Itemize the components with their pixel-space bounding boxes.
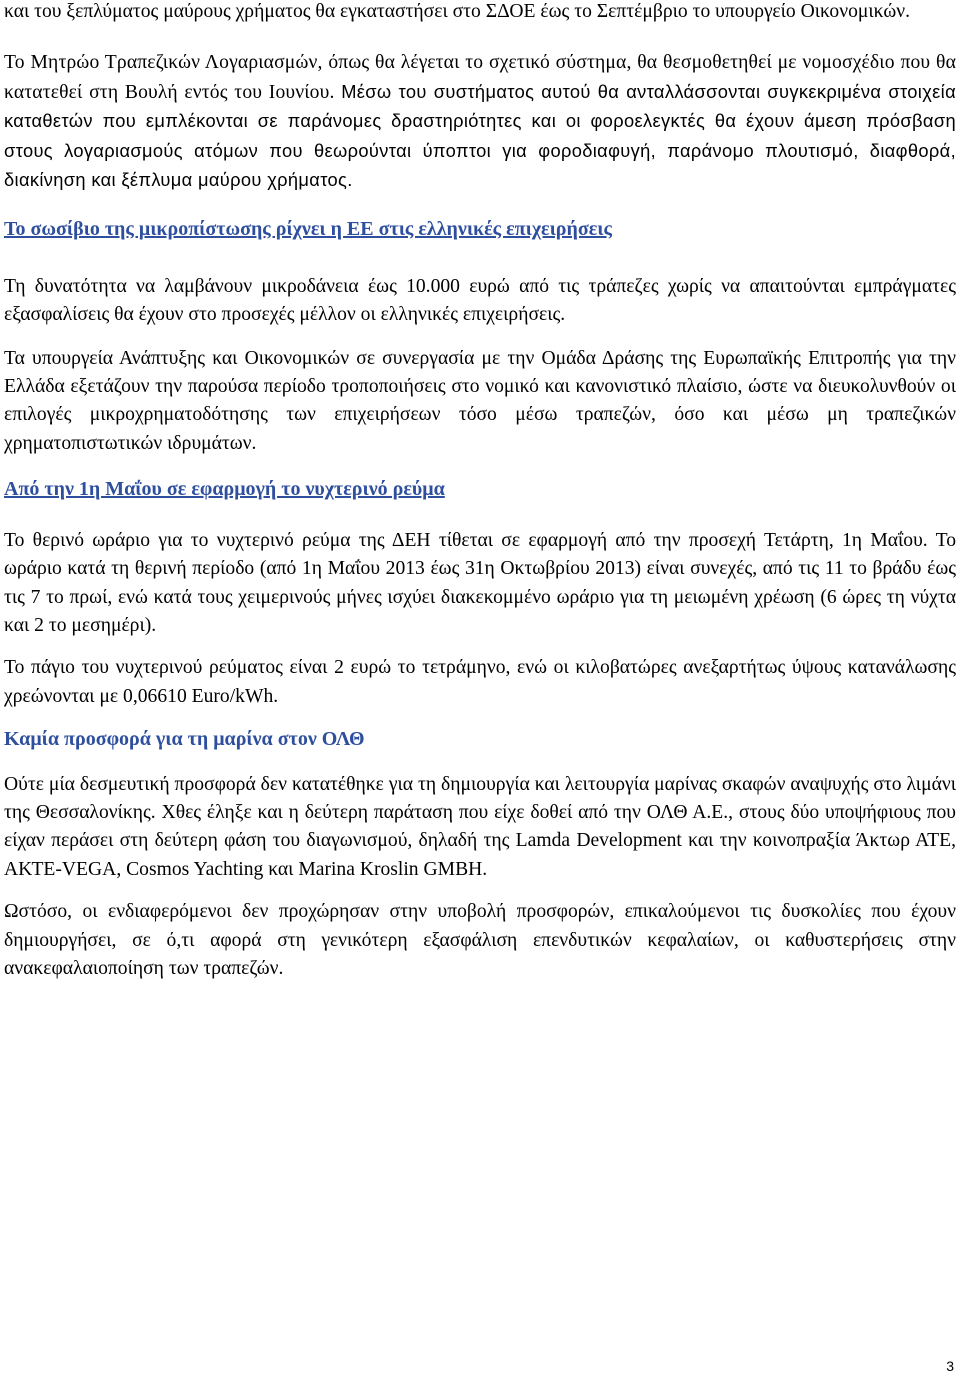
- paragraph-marina-difficulties: [4, 898, 956, 983]
- paragraph-registry-sans-text: Μέσω του συστήματος αυτού θα ανταλλάσσονται συγκεκριμένα στοιχεία καταθετών που εμπλέκονται σε παράνομες δραστηριότητες και οι φοροελεγκτές θα έχουν άμεση πρόσβαση στους λογαριασμούς ατόμων που θεωρούνται ύποπτοι για φοροδιαφυγή, παράνομο πλουτισμό, διαφθορά, διακίνηση και ξέπλυμα μαύρου χρήματος.: [4, 80, 956, 191]
- paragraph-ministries-text: Τα υπουργεία Ανάπτυξης και Οικονομικών σε συνεργασία με την Ομάδα Δράσης της Ευρωπαϊκής Επιτροπής για την Ελλάδα εξετάζουν την παρούσα περίοδο τροποποιήσεις στο νομικό και κανονιστικό πλαίσιο, ώστε να διευκολυνθούν οι επιλογές μικροχρηματοδότησης των επιχειρήσεων τόσο μέσω τραπεζών, όσο και μέσω μη τραπεζικών χρηματοπιστωτικών ιδρυμάτων.: [4, 347, 956, 454]
- paragraph-marina-difficulties-text: Ωστόσο, οι ενδιαφερόμενοι δεν προχώρησαν στην υποβολή προσφορών, επικαλούμενοι τις δυσκολίες που έχουν δημιουργήσει, σε ό,τι αφορά στη γενικότερη εξασφάλιση επενδυτικών κεφαλαίων, οι καθυστερήσεις στην ανακεφαλαιοποίηση των τραπεζών.: [4, 901, 956, 979]
- paragraph-registry-text: Το Μητρώο Τραπεζικών Λογαριασμών, όπως θα λέγεται το σχετικό σύστημα, θα θεσμοθετηθεί με νομοσχέδιο που θα κατατεθεί στη Βουλή εντός του Ιουνίου.: [4, 52, 956, 103]
- paragraph-registry: [4, 49, 956, 195]
- paragraph-ministries: [4, 345, 956, 459]
- paragraph-summer-hours: [4, 527, 956, 641]
- paragraph-microloans-text: Τη δυνατότητα να λαμβάνουν μικροδάνεια έως 10.000 ευρώ από τις τράπεζες χωρίς να απαιτούνται εμπράγματες εξασφαλίσεις θα έχουν στο προσεχές μέλλον οι ελληνικές επιχειρήσεις.: [4, 275, 956, 326]
- paragraph-tariff-cost: [4, 654, 956, 711]
- paragraph-tariff-cost-text: Το πάγιο του νυχτερινού ρεύματος είναι 2 ευρώ το τετράμηνο, ενώ οι κιλοβατώρες ανεξαρτήτως ύψους κατανάλωσης χρεώνονται με 0,06610 Euro/kWh.: [4, 657, 956, 707]
- page-number: 3: [946, 1358, 954, 1374]
- paragraph-intro: [4, 0, 956, 26]
- paragraph-microloans: [4, 273, 956, 330]
- heading-night-tariff: Από την 1η Μαΐου σε εφαρμογή το νυχτερινό ρεύμα: [4, 478, 445, 501]
- paragraph-marina-offers: [4, 771, 956, 885]
- paragraph-intro-text: και του ξεπλύματος μαύρους χρήματος θα εγκαταστήσει στο ΣΔΟΕ έως το Σεπτέμβριο το υπουργείο Οικονομικών.: [4, 1, 911, 22]
- paragraph-marina-offers-text: Ούτε μία δεσμευτική προσφορά δεν κατατέθηκε για τη δημιουργία και λειτουργία μαρίνας σκαφών αναψυχής στο λιμάνι της Θεσσαλονίκης. Χθες έληξε και η δεύτερη παράταση που είχε δοθεί από την ΟΛΘ Α.Ε., στους δύο υποψήφιους που είχαν περάσει στη δεύτερη φάση του διαγωνισμού, δηλαδή της Lamda Development και την κοινοπραξία Άκτωρ ΑΤΕ, ΑΚΤΕ-VEGA, Cosmos Yachting και Marina Kroslin GMBH.: [4, 773, 956, 880]
- paragraph-summer-hours-text: Το θερινό ωράριο για το νυχτερινό ρεύμα της ΔΕΗ τίθεται σε εφαρμογή από την προσεχή Τετάρτη, 1η Μαΐου. Το ωράριο κατά τη θερινή περίοδο (από 1η Μαΐου 2013 έως 31η Οκτωβρίου 2013) είναι συνεχές, από τις 11 το βράδυ έως τις 7 το πρωί, ενώ κατά τους χειμερινούς μήνες ισχύει διακεκομμένο ωράριο για τη μειωμένη χρέωση (6 ώρες τη νύχτα και 2 το μεσημέρι).: [4, 529, 956, 636]
- heading-marina: Καμία προσφορά για τη μαρίνα στον ΟΛΘ: [4, 728, 365, 751]
- heading-microcredit: Το σωσίβιο της μικροπίστωσης ρίχνει η ΕΕ στις ελληνικές επιχειρήσεις: [4, 218, 612, 241]
